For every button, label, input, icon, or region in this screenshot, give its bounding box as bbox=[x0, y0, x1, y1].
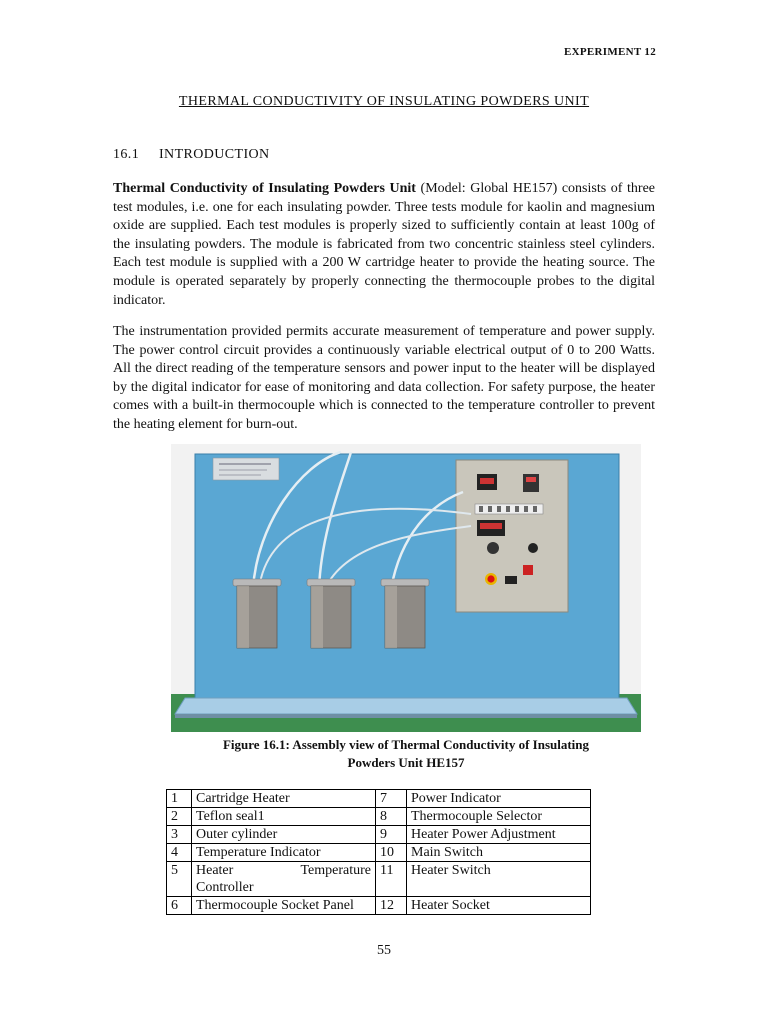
figure-caption bbox=[170, 736, 642, 772]
thermocouple-selector-knob bbox=[487, 542, 499, 554]
document-title: THERMAL CONDUCTIVITY OF INSULATING POWDERS UNIT bbox=[178, 94, 590, 109]
table-row bbox=[167, 844, 591, 862]
heater-switch bbox=[523, 565, 533, 575]
part-number: 3 bbox=[167, 826, 192, 844]
part-number: 9 bbox=[376, 826, 407, 844]
table-row bbox=[167, 790, 591, 808]
heater-socket bbox=[505, 576, 517, 584]
parts-table bbox=[166, 789, 591, 915]
heater-power-knob bbox=[528, 543, 538, 553]
part-label: Power Indicator bbox=[407, 790, 591, 808]
intro-paragraph-2: The instrumentation provided permits accurate measurement of temperature and power supply. The power control circuit provides a continuously variable electrical output of 0 to 200 Watts. All the direct reading of the temperature sensors and power input to the heater will be displayed by the digital indicator for ease of monitoring and data collection. For safety purpose, the heater comes with a built-in thermocouple which is connected to the temperature controller to prevent the heating element for burn-out. bbox=[113, 324, 655, 432]
part-number: 12 bbox=[376, 897, 407, 915]
page-number: 55 bbox=[377, 943, 391, 958]
table-row bbox=[167, 826, 591, 844]
part-label-word: Temperature bbox=[300, 863, 371, 878]
part-label: Temperature Indicator bbox=[192, 844, 376, 862]
table-row bbox=[167, 897, 591, 915]
section-title: INTRODUCTION bbox=[159, 147, 270, 162]
base-table bbox=[175, 698, 637, 714]
part-label: Cartridge Heater bbox=[192, 790, 376, 808]
table-row bbox=[167, 862, 591, 897]
test-module-1 bbox=[233, 579, 281, 648]
part-label-word: Controller bbox=[196, 880, 254, 895]
part-label: Outer cylinder bbox=[192, 826, 376, 844]
experiment-label: EXPERIMENT 12 bbox=[563, 46, 656, 58]
part-number: 6 bbox=[167, 897, 192, 915]
part-label: Heater Power Adjustment bbox=[407, 826, 591, 844]
intro-paragraph-1-text: (Model: Global HE157) consists of three test modules, i.e. one for each insulating powder. Three tests module for kaolin and magnesium oxide are supplied. Each test modules is properly sized to sufficiently contain at least 100g of the insulating powders. The module is fabricated from two concentric stainless steel cylinders. Each test module is supplied with a 200 W cartridge heater to provide the heating source. The module is operated separately by properly connecting the thermocouple probes to the digital indicator. bbox=[113, 181, 655, 308]
temperature-controller bbox=[523, 474, 539, 492]
section-number: 16.1 bbox=[113, 147, 140, 162]
caption-line-2: Powders Unit HE157 bbox=[347, 755, 465, 770]
part-number: 11 bbox=[376, 862, 407, 897]
section-heading bbox=[113, 147, 270, 163]
product-name: Thermal Conductivity of Insulating Powders Unit bbox=[113, 181, 416, 196]
part-number: 5 bbox=[167, 862, 192, 897]
part-number: 1 bbox=[167, 790, 192, 808]
part-number: 10 bbox=[376, 844, 407, 862]
part-label: Thermocouple Selector bbox=[407, 808, 591, 826]
table-row bbox=[167, 808, 591, 826]
part-label bbox=[192, 862, 376, 897]
assembly-photo bbox=[171, 444, 641, 732]
part-number: 2 bbox=[167, 808, 192, 826]
part-label: Main Switch bbox=[407, 844, 591, 862]
part-label: Heater Switch bbox=[407, 862, 591, 897]
part-number: 4 bbox=[167, 844, 192, 862]
test-module-3 bbox=[381, 579, 429, 648]
part-label-word: Heater bbox=[196, 863, 234, 878]
part-label: Heater Socket bbox=[407, 897, 591, 915]
part-label: Thermocouple Socket Panel bbox=[192, 897, 376, 915]
control-panel bbox=[456, 460, 568, 612]
test-module-2 bbox=[307, 579, 355, 648]
part-label: Teflon seal1 bbox=[192, 808, 376, 826]
caption-line-1: Figure 16.1: Assembly view of Thermal Conductivity of Insulating bbox=[222, 737, 590, 752]
part-number: 8 bbox=[376, 808, 407, 826]
part-number: 7 bbox=[376, 790, 407, 808]
label-plate bbox=[213, 458, 279, 480]
intro-paragraph-1 bbox=[113, 180, 655, 310]
